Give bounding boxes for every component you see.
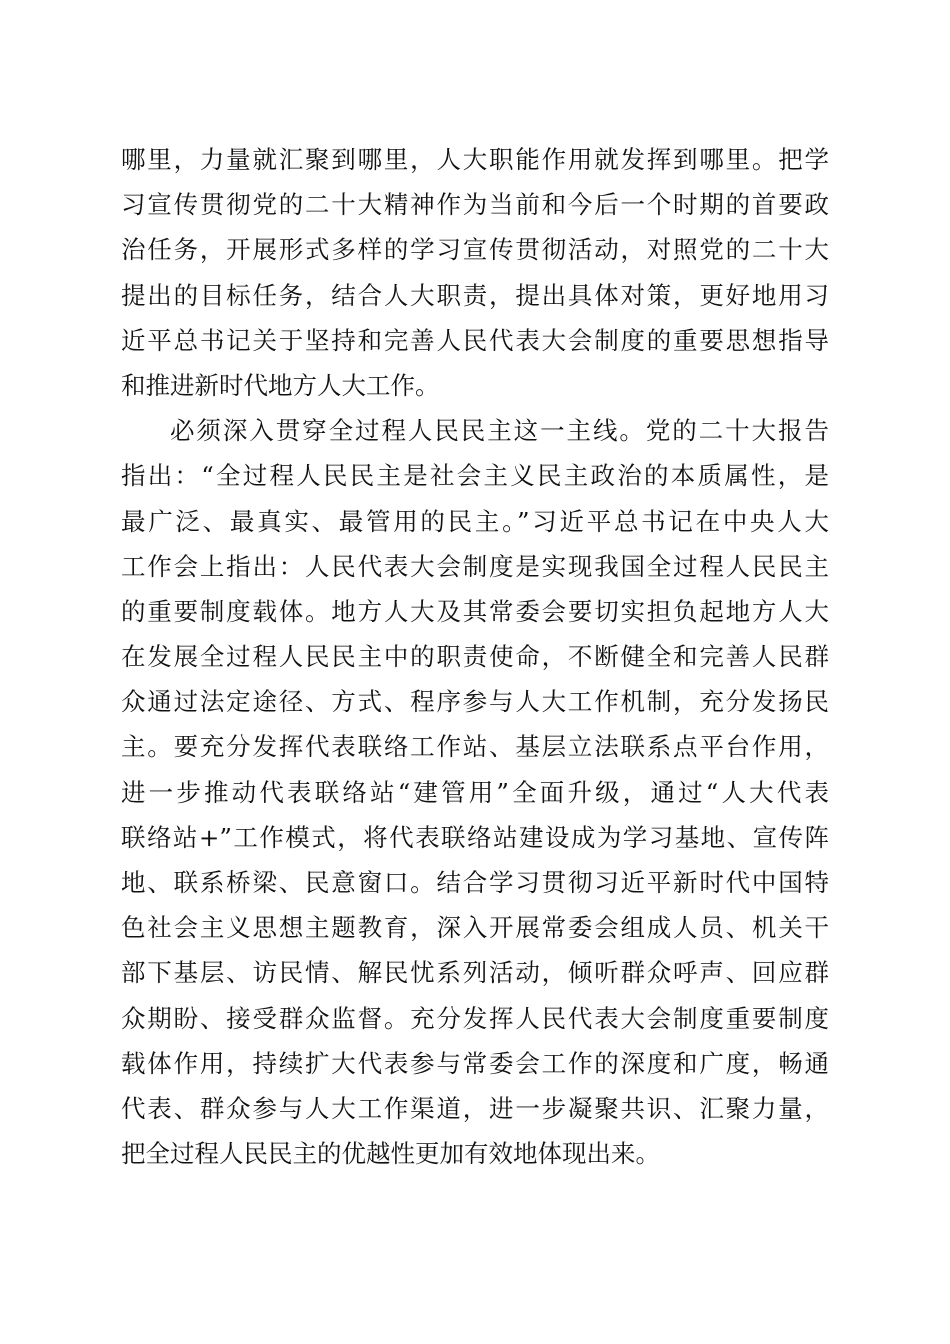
paragraph-2 [121,408,829,1176]
text-line: 最广泛、最真实、最管用的民主。”习近平总书记在中央人大 [121,506,829,536]
text-line: 治任务，开展形式多样的学习宣传贯彻活动，对照党的二十大 [121,235,829,265]
text-line: 在发展全过程人民民主中的职责使命，不断健全和完善人民群 [121,642,829,672]
text-line: 主。要充分发挥代表联络工作站、基层立法联系点平台作用， [121,732,829,762]
text-line: 哪里，力量就汇聚到哪里，人大职能作用就发挥到哪里。把学 [121,145,829,174]
text-line: 联络站+”工作模式，将代表联络站建设成为学习基地、宣传阵 [121,822,829,852]
text-line: 众通过法定途径、方式、程序参与人大工作机制，充分发扬民 [121,687,829,717]
text-line: 工作会上指出：人民代表大会制度是实现我国全过程人民民主 [121,551,829,581]
text-line: 必须深入贯穿全过程人民民主这一主线。党的二十大报告 [170,416,829,446]
text-line: 习宣传贯彻党的二十大精神作为当前和今后一个时期的首要政 [121,190,829,220]
text-line: 指出：“全过程人民民主是社会主义民主政治的本质属性，是 [121,461,829,491]
text-line: 部下基层、访民情、解民忧系列活动，倾听群众呼声、回应群 [121,958,829,988]
text-line: 进一步推动代表联络站“建管用”全面升级，通过“人大代表 [121,777,829,807]
text-line: 地、联系桥梁、民意窗口。结合学习贯彻习近平新时代中国特 [121,868,829,897]
text-line: 近平总书记关于坚持和完善人民代表大会制度的重要思想指导 [121,325,829,355]
text-line: 和推进新时代地方人大工作。 [121,370,440,400]
text-line: 的重要制度载体。地方人大及其常委会要切实担负起地方人大 [121,596,829,626]
text-line: 提出的目标任务，结合人大职责，提出具体对策，更好地用习 [121,280,829,310]
paragraph-1 [121,137,829,408]
text-line: 载体作用，持续扩大代表参与常委会工作的深度和广度，畅通 [121,1048,829,1078]
text-line: 把全过程人民民主的优越性更加有效地体现出来。 [121,1139,660,1169]
text-line: 众期盼、接受群众监督。充分发挥人民代表大会制度重要制度 [121,1003,829,1033]
text-line: 色社会主义思想主题教育，深入开展常委会组成人员、机关干 [121,913,829,943]
text-line: 代表、群众参与人大工作渠道，进一步凝聚共识、汇聚力量， [121,1093,829,1123]
body-text [121,137,829,1176]
